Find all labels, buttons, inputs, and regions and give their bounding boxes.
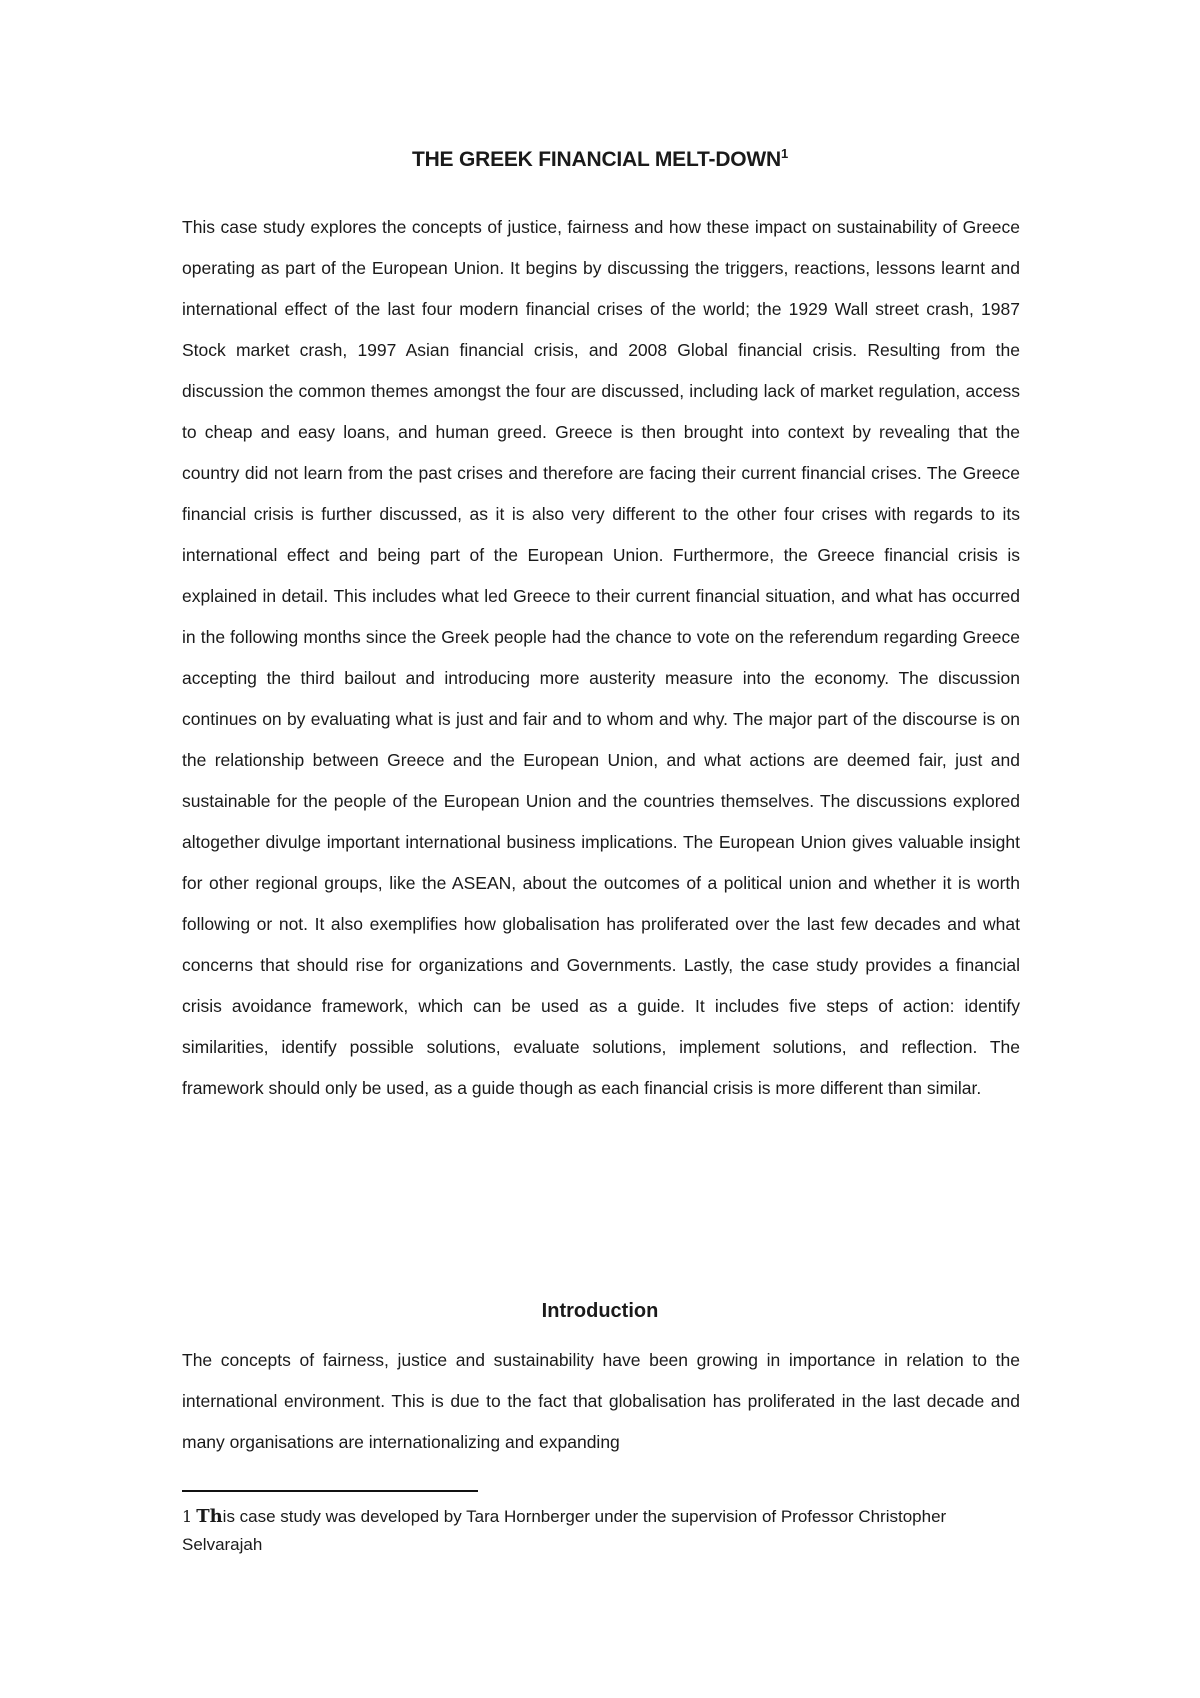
abstract-paragraph: This case study explores the concepts of justice, fairness and how these impact on sustainability of Greece operating as part of the European Union. It begins by discussing the triggers, reactions, lessons learnt and international effect of the last four modern financial crises of the world; the 1929 Wall street crash, 1987 Stock market crash, 1997 Asian financial crisis, and 2008 Global financial crisis. Resulting from the discussion the common themes amongst the four are discussed, including lack of market regulation, access to cheap and easy loans, and human greed. Greece is then brought into context by revealing that the country did not learn from the past crises and therefore are facing their current financial crises. The Greece financial crisis is further discussed, as it is also very different to the other four crises with regards to its international effect and being part of the European Union. Furthermore, the Greece financial crisis is explained in detail. This includes what led Greece to their current financial situation, and what has occurred in the following months since the Greek people had the chance to vote on the referendum regarding Greece accepting the third bailout and introducing more austerity measure into the economy. The discussion continues on by evaluating what is just and fair and to whom and why. The major part of the discourse is on the relationship between Greece and the European Union, and what actions are deemed fair, just and sustainable for the people of the European Union and the countries themselves. The discussions explored altogether divulge important international business implications. The European Union gives valuable insight for other regional groups, like the ASEAN, about the outcomes of a political union and whether it is worth following or not. It also exemplifies how globalisation has proliferated over the last few decades and what concerns that should rise for organizations and Governments. Lastly, the case study provides a financial crisis avoidance framework, which can be used as a guide. It includes five steps of action: identify similarities, identify possible solutions, evaluate solutions, implement solutions, and reflection. The framework should only be used, as a guide though as each financial crisis is more different than similar. bbox=[182, 217, 1020, 1098]
footnote bbox=[182, 1503, 1020, 1559]
document-title-text: THE GREEK FINANCIAL MELT-DOWN bbox=[411, 148, 782, 171]
introduction-heading: Introduction bbox=[541, 1300, 659, 1322]
footnote-separator bbox=[182, 1490, 478, 1492]
introduction-paragraph: The concepts of fairness, justice and sustainability have been growing in importance in relation to the international environment. This is due to the fact that globalisation has proliferated in the last decade and many organisations are internationalizing and expanding bbox=[182, 1350, 1020, 1452]
footnote-mark: 1 bbox=[182, 1507, 193, 1526]
footnote-text: is case study was developed by Tara Hornberger under the supervision of Professor Christopher Selvarajah bbox=[182, 1507, 947, 1554]
title-footnote-ref: 1 bbox=[781, 146, 789, 161]
footnote-lead: Th bbox=[196, 1506, 223, 1527]
document-title bbox=[0, 148, 1200, 172]
